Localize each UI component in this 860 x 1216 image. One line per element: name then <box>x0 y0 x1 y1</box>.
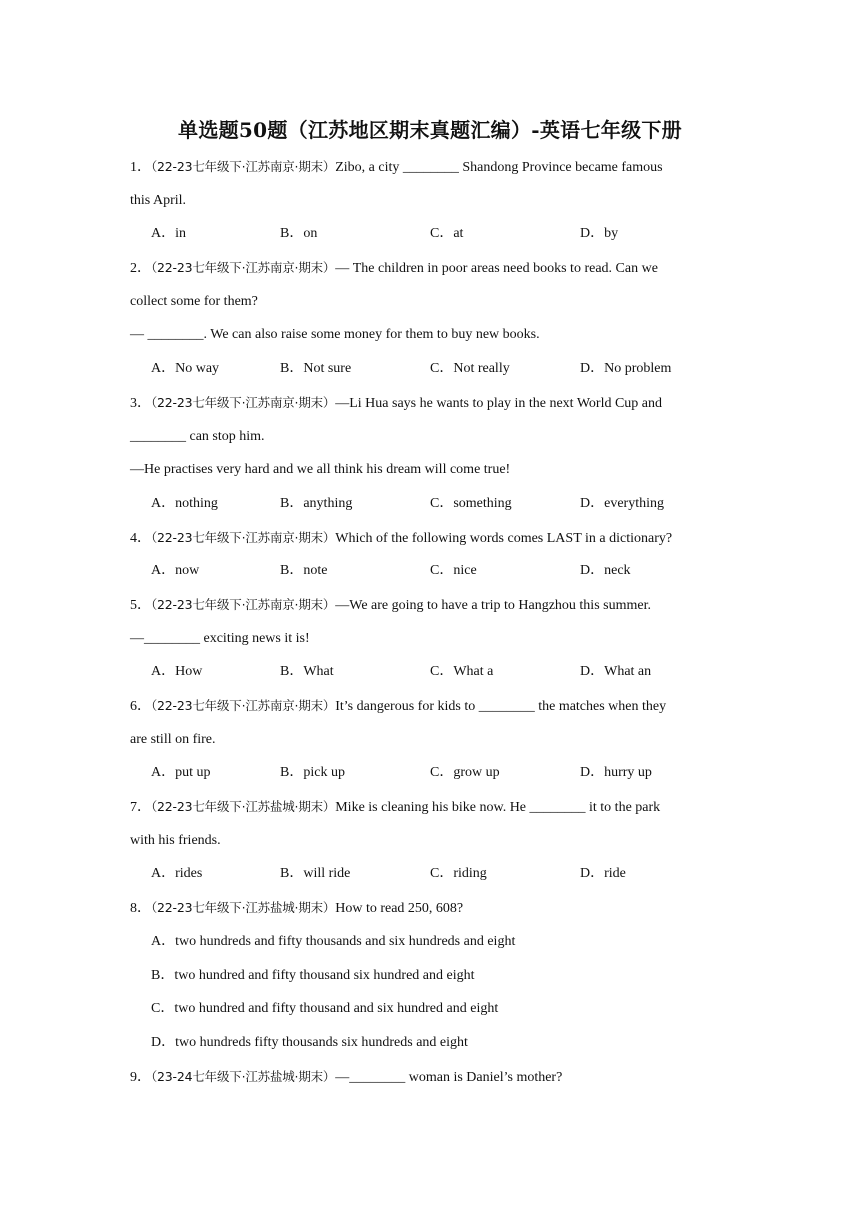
question-2-line1 <box>130 251 735 285</box>
question-number: 1． <box>130 160 151 175</box>
question-number: 9． <box>130 1069 151 1085</box>
question-source: （22-23七年级下·江苏南京·期末） <box>151 159 336 174</box>
question-text: —Li Hua says he wants to play in the next World Cup and <box>335 395 663 411</box>
option-c: C．Not really <box>430 361 510 377</box>
option-c: C．grow up <box>430 765 500 781</box>
question-text: — The children in poor areas need books to read. Can we <box>335 261 658 277</box>
option-a: A．How <box>151 664 203 680</box>
question-2-line2: collect some for them? <box>130 293 258 309</box>
option-d: D．neck <box>580 563 631 579</box>
question-source: （22-23七年级下·江苏南京·期末） <box>151 394 336 410</box>
question-source: （22-23七年级下·江苏南京·期末） <box>151 260 336 276</box>
option-b: B．anything <box>280 495 353 511</box>
question-7-options <box>130 857 735 891</box>
question-9-line1 <box>130 1060 735 1094</box>
option-a: A．nothing <box>151 495 218 511</box>
option-c: C．riding <box>430 866 487 882</box>
question-source: （22-23七年级下·江苏南京·期末） <box>151 596 336 612</box>
question-text: How to read 250, 608? <box>335 901 464 917</box>
question-1-options <box>130 217 735 251</box>
question-text: It’s dangerous for kids to ________ the matches when they <box>335 699 667 714</box>
option-a: A．two hundreds and fifty thousands and six hundreds and eight <box>151 933 516 949</box>
question-4-line1 <box>130 521 735 555</box>
question-source: （22-23七年级下·江苏盐城·期末） <box>151 799 336 815</box>
option-a: A．rides <box>151 866 203 882</box>
option-b: B．note <box>280 563 328 579</box>
question-number: 6． <box>130 699 151 714</box>
question-2-options <box>130 352 735 386</box>
question-6-options <box>130 756 735 790</box>
option-b: B．on <box>280 226 318 242</box>
option-b: B．What <box>280 664 334 680</box>
question-number: 5． <box>130 597 151 613</box>
question-3-line2: ________ can stop him. <box>130 428 265 444</box>
option-c: C．nice <box>430 563 477 579</box>
question-5-line1 <box>130 588 735 622</box>
question-6-line1 <box>130 689 735 723</box>
option-c: C．something <box>430 495 512 511</box>
option-b: B．pick up <box>280 765 345 781</box>
option-a: A．No way <box>151 361 220 377</box>
option-d: D．everything <box>580 495 664 511</box>
option-b: B．Not sure <box>280 361 352 377</box>
question-7-line2: with his friends. <box>130 832 221 848</box>
option-d: D．hurry up <box>580 765 652 781</box>
question-source: （22-23七年级下·江苏南京·期末） <box>151 529 336 545</box>
question-text: Which of the following words comes LAST in a dictionary? <box>335 530 673 546</box>
question-text: Mike is cleaning his bike now. He ________ it to the park <box>335 800 661 816</box>
option-a: A．put up <box>151 765 211 781</box>
question-2-line3: — ________. We can also raise some money for them to buy new books. <box>130 327 540 343</box>
option-c: C．What a <box>430 664 494 680</box>
question-5-line2: —________ exciting news it is! <box>130 630 310 646</box>
question-number: 7． <box>130 800 151 816</box>
question-list <box>130 150 735 1093</box>
question-number: 2． <box>130 261 151 277</box>
option-d: D．two hundreds fifty thousands six hundreds and eight <box>151 1034 468 1050</box>
question-8-line1 <box>130 891 735 925</box>
option-d: D．What an <box>580 664 652 680</box>
question-text: Zibo, a city ________ Shandong Province became famous <box>335 160 663 175</box>
option-a: A．in <box>151 226 186 242</box>
question-1-line2: this April. <box>130 192 187 208</box>
question-4-options <box>130 554 735 588</box>
option-b: B．will ride <box>280 866 351 882</box>
question-number: 8． <box>130 901 151 917</box>
question-3-line1 <box>130 386 735 420</box>
question-text: —We are going to have a trip to Hangzhou this summer. <box>335 597 651 613</box>
question-number: 4． <box>130 530 151 546</box>
question-6-line2: are still on fire. <box>130 731 216 747</box>
question-7-line1 <box>130 790 735 824</box>
question-3-options <box>130 487 735 521</box>
question-source: （23-24七年级下·江苏盐城·期末） <box>151 1068 336 1084</box>
option-c: C．two hundred and fifty thousand and six hundred and eight <box>151 1001 499 1017</box>
option-d: D．by <box>580 226 619 242</box>
option-d: D．No problem <box>580 361 672 377</box>
question-5-options <box>130 655 735 689</box>
question-text: —________ woman is Daniel’s mother? <box>335 1069 563 1085</box>
question-number: 3． <box>130 395 151 411</box>
option-a: A．now <box>151 563 200 579</box>
option-b: B．two hundred and fifty thousand six hundred and eight <box>151 967 475 983</box>
question-1-line1 <box>130 150 735 184</box>
option-c: C．at <box>430 226 464 242</box>
option-d: D．ride <box>580 866 626 882</box>
page-title: 单选题50题（江苏地区期末真题汇编）-英语七年级下册 <box>178 118 682 142</box>
question-3-line3: —He practises very hard and we all think his dream will come true! <box>130 462 511 478</box>
question-source: （22-23七年级下·江苏南京·期末） <box>151 698 336 713</box>
question-source: （22-23七年级下·江苏盐城·期末） <box>151 900 336 916</box>
